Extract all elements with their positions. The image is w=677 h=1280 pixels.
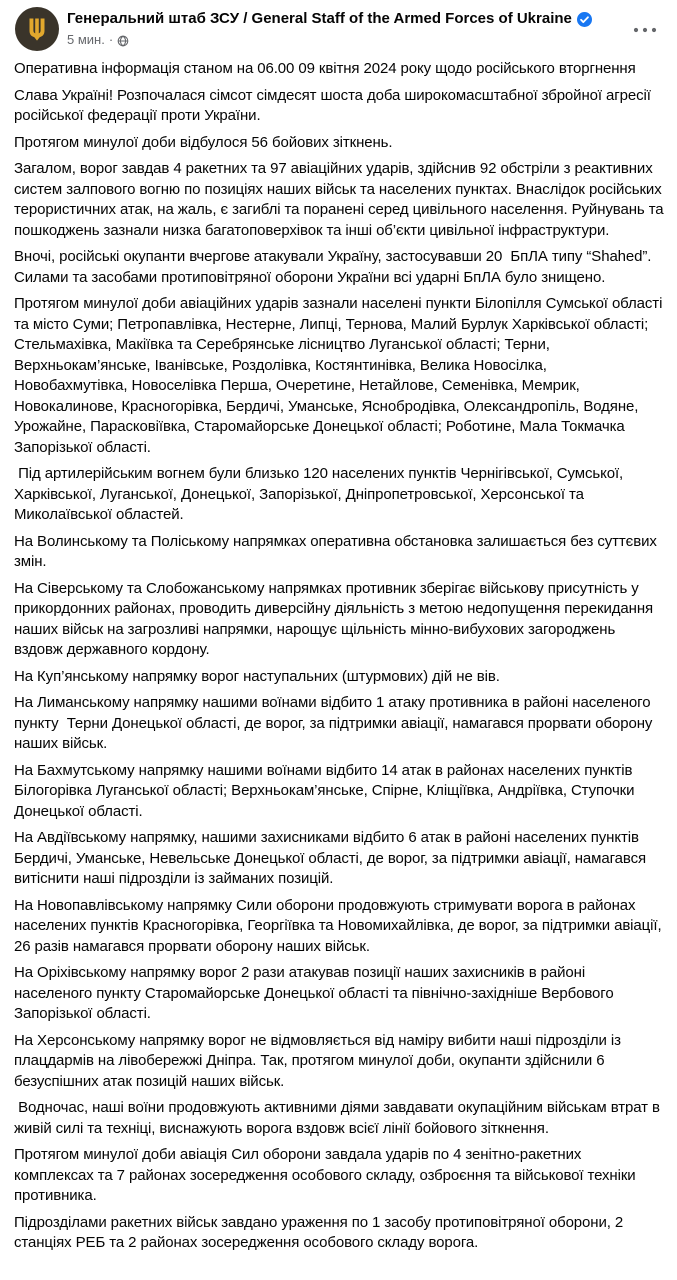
post-paragraph: Водночас, наші воїни продовжують активними діями завдавати окупаційним військам втрат в живій силі та техніці, виснажують ворога вздовж всієї лінії бойового зіткнення.: [14, 1099, 664, 1137]
post-paragraph: На Новопавлівському напрямку Сили оборони продовжують стримувати ворога в районах населених пунктів Красногорівка, Георгіївка та Новомихайлівка, де ворог, за підтримки авіації, 26 разів намагався прорвати оборону наших військ.: [14, 896, 666, 955]
post-paragraph: Загалом, ворог завдав 4 ракетних та 97 авіаційних ударів, здійснив 92 обстріли з реактивних систем залпового вогню по позиціях наших військ та населених пунктах. Внаслідок російських терористичних атак, на жаль, є загиблі та поранені серед цивільного населення. Руйнувань та пошкоджень зазнали низка багатоповерхівок та інші об’єкти цивільної інфраструктури.: [14, 160, 668, 239]
post-header: [0, 0, 677, 55]
page-name-row: [67, 9, 592, 29]
post-paragraph: Оперативна інформація станом на 06.00 09 квітня 2024 року щодо російського вторгнення: [14, 60, 636, 77]
post-paragraph: Під артилерійським вогнем були близько 120 населених пунктів Чернігівської, Сумської, Харківської, Луганської, Донецької, Запорізької, Дніпропетровської, Херсонської та Миколаївської областей.: [14, 465, 628, 523]
post-paragraph: Протягом минулої доби авіація Сил оборони завдала ударів по 4 зенітно-ракетних комплексах та 7 районах зосередження особового складу, озброєння та військової техніки противника.: [14, 1146, 640, 1204]
post-paragraph: На Волинському та Поліському напрямках оперативна обстановка залишається без суттєвих змін.: [14, 532, 661, 570]
post-meta: [67, 32, 592, 48]
post-paragraph: На Лиманському напрямку нашими воїнами відбито 1 атаку противника в районі населеного пункту Терни Донецької області, де ворог, за підтримки авіації, намагався прорвати оборону наших військ.: [14, 694, 657, 752]
meta-separator: ·: [108, 32, 114, 47]
post-paragraph: Вночі, російські окупанти вчергове атакували Україну, застосувавши 20 БпЛА типу “Shahed”. Силами та засобами протиповітряної оборони України всі ударні БпЛА було знищено.: [14, 248, 656, 286]
header-text: [67, 7, 592, 48]
post-paragraph: На Бахмутському напрямку нашими воїнами відбито 14 атак в районах населених пунктів Білогорівка Луганської області; Верхньокам’янське, Спірне, Кліщіївка, Андріївка, Ступочки Донецької області.: [14, 761, 639, 820]
post-text: [0, 55, 677, 1254]
globe-audience-icon: [117, 34, 129, 47]
post-timestamp[interactable]: 5 мин.: [67, 32, 105, 47]
verified-badge-icon: [577, 12, 592, 27]
post-paragraph: На Авдіївському напрямку, нашими захисниками відбито 6 атак в районі населених пунктів Бердичі, Уманське, Невельське Донецької області, де ворог, за підтримки авіації, намагався витіснити наші підрозділи із займаних позицій.: [14, 829, 651, 887]
page-name[interactable]: Генеральний штаб ЗСУ / General Staff of the Armed Forces of Ukraine: [67, 10, 572, 27]
post-paragraph: Підрозділами ракетних військ завдано ураження по 1 засобу протиповітряної оборони, 2 станціях РЕБ та 2 районах зосередження особового складу ворога.: [14, 1213, 628, 1251]
page-avatar[interactable]: [15, 7, 59, 51]
trident-icon: [22, 14, 52, 44]
post-paragraph: Протягом минулої доби відбулося 56 бойових зіткнень.: [14, 133, 393, 151]
post-paragraph: На Херсонському напрямку ворог не відмовляється від наміру вибити наші підрозділи із плацдармів на лівобережжі Дніпра. Так, протягом минулої доби, окупанти здійснили 6 безуспішних атак позицій наших військ.: [14, 1031, 625, 1090]
post-paragraph: Слава Україні! Розпочалася сімсот сімдесят шоста доба широкомасштабної збройної агресії російської федерації проти України.: [14, 86, 655, 124]
post-paragraph: Протягом минулої доби авіаційних ударів зазнали населені пункти Білопілля Сумської області та місто Суми; Петропавлівка, Нестерне, Липці, Тернова, Малий Бурлук Харківської області; Стельмахівка, Макіївка та Серебрянське лісництво Луганської області; Терни, Верхньокам’янське, Іванівське, Роздолівка, Костянтинівка, Велика Новосілка, Новобахмутівка, Новоселівка Перша, Очеретине, Нетайлове, Семенівка, Мемрик, Новокалинове, Красногорівка, Бердичі, Уманське, Яснобродівка, Олександропіль, Водяне, Урожайне, Парасковіївка, Старомайорське Донецької області; Роботине, Мала Токмачка Запорізької області.: [14, 295, 667, 456]
more-options-button[interactable]: [627, 18, 663, 42]
post-paragraph: На Куп’янському напрямку ворог наступальних (штурмових) дій не вів.: [14, 667, 500, 685]
post-paragraph: На Сіверському та Слобожанському напрямках противник зберігає військову присутність у прикордонних районах, проводить диверсійну діяльність з метою недопущення перекидання наших військ на загрозливі напрямки, нарощує щільність мінно-вибухових загороджень вздовж державного кордону.: [14, 579, 658, 658]
ellipsis-icon: [633, 27, 657, 33]
post-paragraph: На Оріхівському напрямку ворог 2 рази атакував позиції наших захисників в районі населеного пункту Старомайорське Донецької області та північно-західніше Вербового Запорізької області.: [14, 964, 618, 1022]
